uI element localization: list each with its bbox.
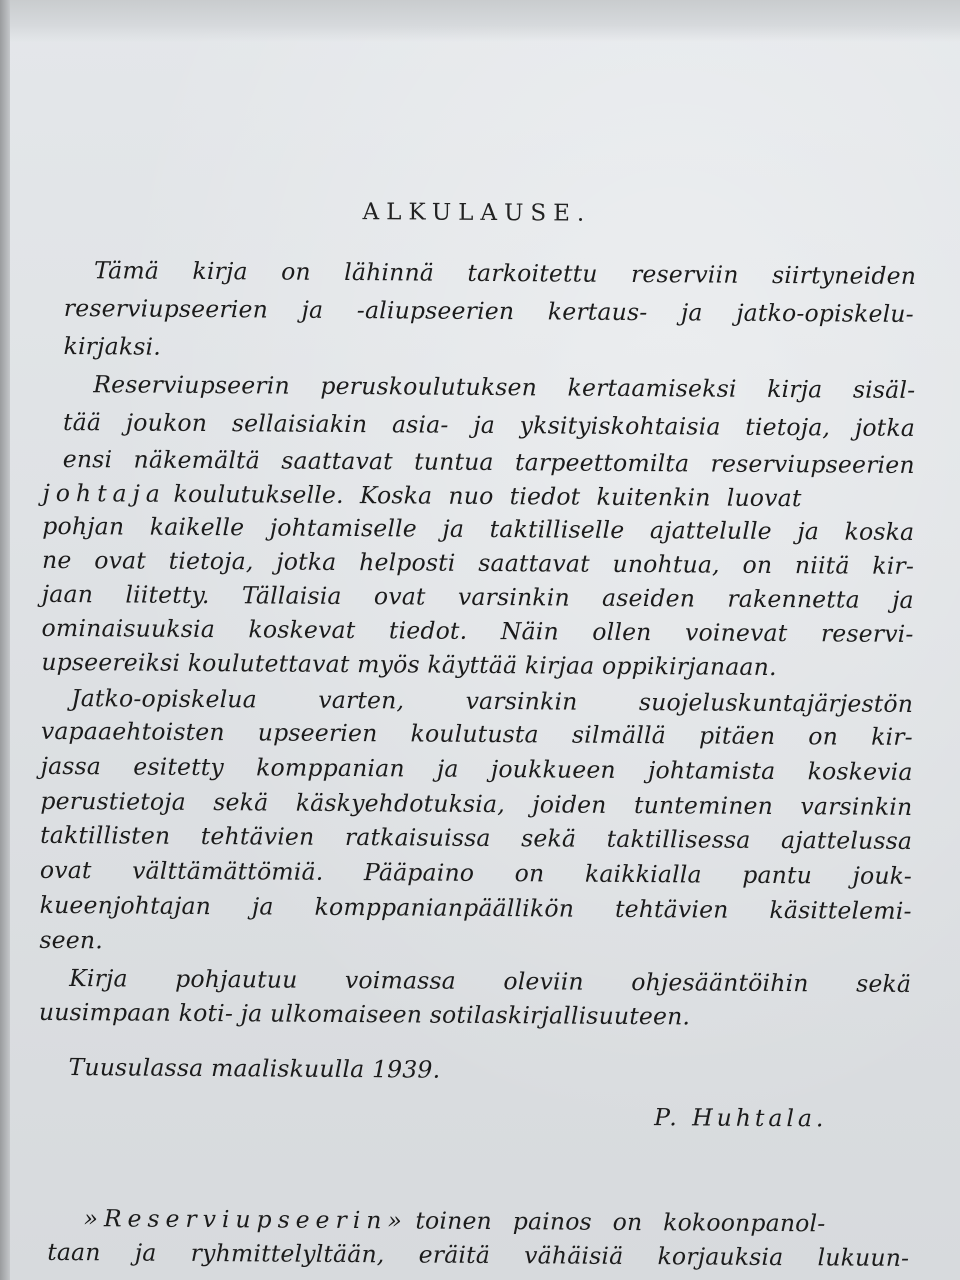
text-line: ne ovat tietoja, jotka helposti saattavat unohtua, on niitä kir-: [41, 545, 915, 580]
book-binding-edge: [0, 0, 10, 1280]
text-line: ovat välttämättömiä. Pääpaino on kaikkialla pantu jouk-: [39, 855, 913, 890]
author-signature: P. Huhtala.: [654, 1103, 828, 1133]
text-line: Jatko-opiskelua varten, varsinkin suojeluskuntajärjestön: [71, 684, 914, 718]
text-line: Kirja pohjautuu voimassa oleviin ohjesääntöihin sekä: [69, 964, 912, 998]
text-line: taan ja ryhmittelyltään, eräitä vähäisiä korjauksia lukuun-: [47, 1237, 910, 1272]
text-line: tää joukon sellaisiakin asia- ja yksityiskohtaisia tietoja, jotka: [62, 408, 916, 442]
page-title: ALKULAUSE.: [362, 199, 592, 227]
text-line: seen.: [39, 925, 104, 955]
text-line: Tämä kirja on lähinnä tarkoitettu reserviin siirtyneiden: [94, 256, 917, 290]
text-line: reserviupseerien ja -aliupseerien kertaus- ja jatko-opiskelu-: [63, 294, 914, 328]
text-line: Reserviupseerin peruskoulutuksen kertaamiseksi kirja sisäl-: [93, 370, 916, 404]
text-line: [83, 1203, 909, 1239]
text-line: kirjaksi.: [63, 332, 162, 361]
text-line: [42, 478, 914, 514]
spaced-word: johtaja: [42, 478, 166, 508]
text-line: perustietoja sekä käskyehdotuksia, joiden tunteminen varsinkin: [40, 786, 913, 821]
text-line: upseereiksi koulutettavat myös käyttää kirjaa oppikirjanaan.: [41, 647, 777, 681]
spaced-book-title: »Reserviupseerin»: [83, 1204, 408, 1235]
text-line: uusimpaan koti- ja ulkomaiseen sotilaskirjallisuuteen.: [38, 997, 691, 1031]
text-line: jassa esitetty komppanian ja joukkueen johtamista koskevia: [40, 751, 913, 786]
text-line-rest: toinen painos on kokoonpanol-: [415, 1206, 826, 1238]
text-line-rest: koulutukselle. Koska nuo tiedot kuitenkin luovat: [173, 479, 802, 513]
text-line: pohjan kaikelle johtamiselle ja taktilliselle ajattelulle ja koska: [42, 511, 915, 546]
text-line: ominaisuuksia koskevat tiedot. Näin ollen voinevat reservi-: [41, 613, 914, 648]
text-line: ensi näkemältä saattavat tuntua tarpeettomilta reserviupseerien: [62, 445, 915, 479]
text-line: vapaaehtoisten upseerien koulutusta silmällä pitäen on kir-: [40, 716, 913, 751]
text-line: kueenjohtajan ja komppanianpäällikön tehtävien käsittelemi-: [39, 890, 912, 925]
text-line: jaan liitetty. Tällaisia ovat varsinkin aseiden rakennetta ja: [41, 579, 914, 614]
place-date: Tuusulassa maaliskuulla 1939.: [68, 1053, 441, 1084]
page-top-shadow: [0, 0, 960, 42]
text-line: taktillisten tehtävien ratkaisuissa sekä taktillisessa ajattelussa: [40, 820, 913, 855]
